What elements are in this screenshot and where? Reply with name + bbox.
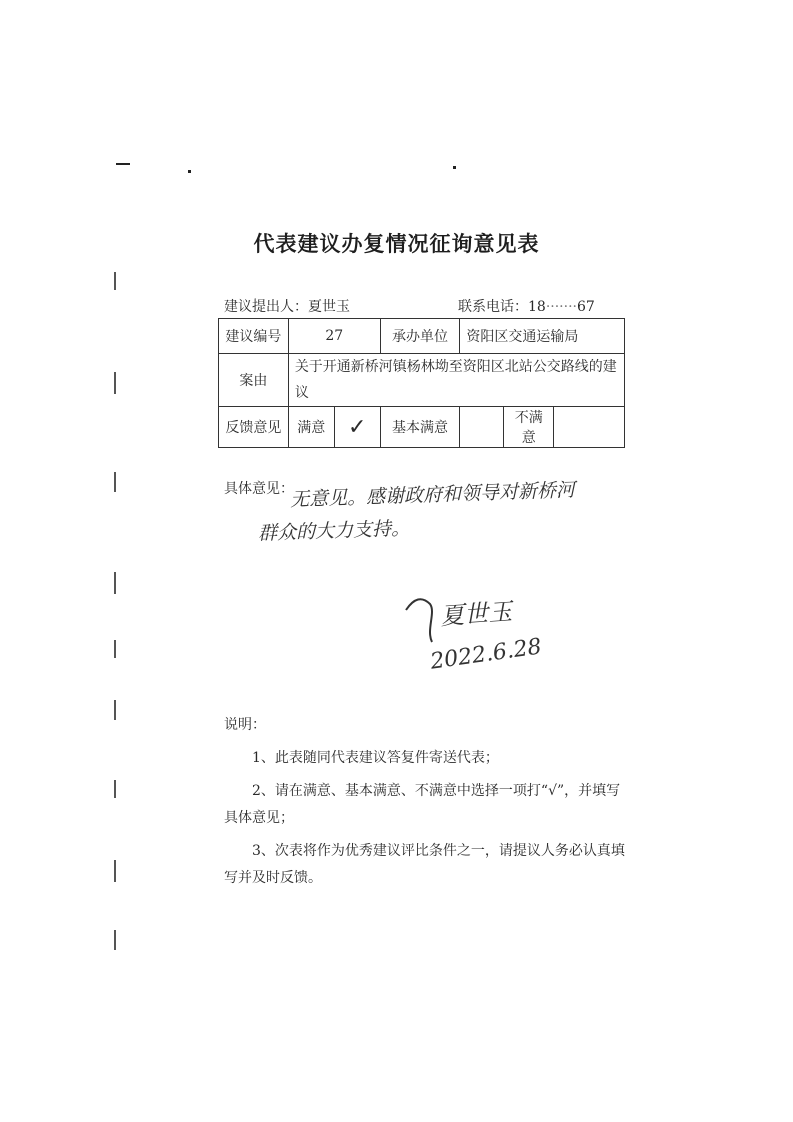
proposer-name: 夏世玉 (308, 299, 350, 315)
feedback-label: 反馈意见 (219, 407, 289, 448)
page-edge-mark (114, 640, 116, 658)
contact-value-redacted: ······· (545, 299, 577, 315)
table-row (219, 319, 625, 354)
table-row (219, 407, 625, 448)
contact-label: 联系电话： (458, 299, 528, 315)
option-basic-checkbox (460, 407, 504, 448)
contact-value-start: 18 (528, 299, 546, 315)
handwritten-signature: 夏世玉 (439, 597, 514, 631)
note-item: 2、请在满意、基本满意、不满意中选择一项打“√”，并填写具体意见； (224, 783, 621, 826)
proposer-label: 建议提出人： (224, 299, 308, 315)
scan-mark (453, 166, 456, 169)
notes-section (224, 712, 629, 892)
option-basic-satisfied: 基本满意 (380, 407, 460, 448)
option-satisfied: 满意 (288, 407, 334, 448)
contact-value-end: 67 (576, 299, 595, 315)
page-edge-mark (114, 930, 116, 950)
note-item: 1、此表随同代表建议答复件寄送代表； (252, 750, 499, 766)
document-title: 代表建议办复情况征询意见表 (253, 231, 540, 256)
page-edge-mark (114, 780, 116, 798)
page-edge-mark (114, 700, 116, 720)
notes-heading: 说明： (224, 717, 266, 733)
number-label: 建议编号 (219, 319, 289, 354)
page-edge-mark (114, 372, 116, 394)
note-item: 3、次表将作为优秀建议评比条件之一，请提议人务必认真填写并及时反馈。 (224, 843, 625, 886)
handwritten-date: 2022.6.28 (428, 634, 544, 675)
option-unsatisfied-checkbox (554, 407, 625, 448)
option-unsatisfied: 不满意 (504, 407, 554, 448)
page-edge-mark (114, 572, 116, 594)
handwritten-opinion-line: 无意见。感谢政府和领导对新桥河 (289, 479, 576, 511)
page-edge-mark (114, 472, 116, 492)
page-edge-mark (114, 272, 116, 290)
reason-value: 关于开通新桥河镇杨林坳至资阳区北站公交路线的建议 (288, 354, 624, 407)
scan-mark (116, 163, 130, 165)
reason-label: 案由 (219, 354, 289, 407)
table-row (219, 354, 625, 407)
scan-mark (188, 170, 191, 173)
handwritten-opinion-line: 群众的大力支持。 (257, 517, 411, 545)
opinion-label: 具体意见： (224, 481, 294, 497)
check-mark-icon: ✓ (334, 407, 380, 448)
page-edge-mark (114, 860, 116, 882)
unit-value: 资阳区交通运输局 (460, 319, 625, 354)
contact-line (458, 296, 595, 316)
proposer-line (224, 296, 350, 316)
proposal-form-table (218, 318, 625, 448)
unit-label: 承办单位 (380, 319, 460, 354)
number-value: 27 (288, 319, 380, 354)
